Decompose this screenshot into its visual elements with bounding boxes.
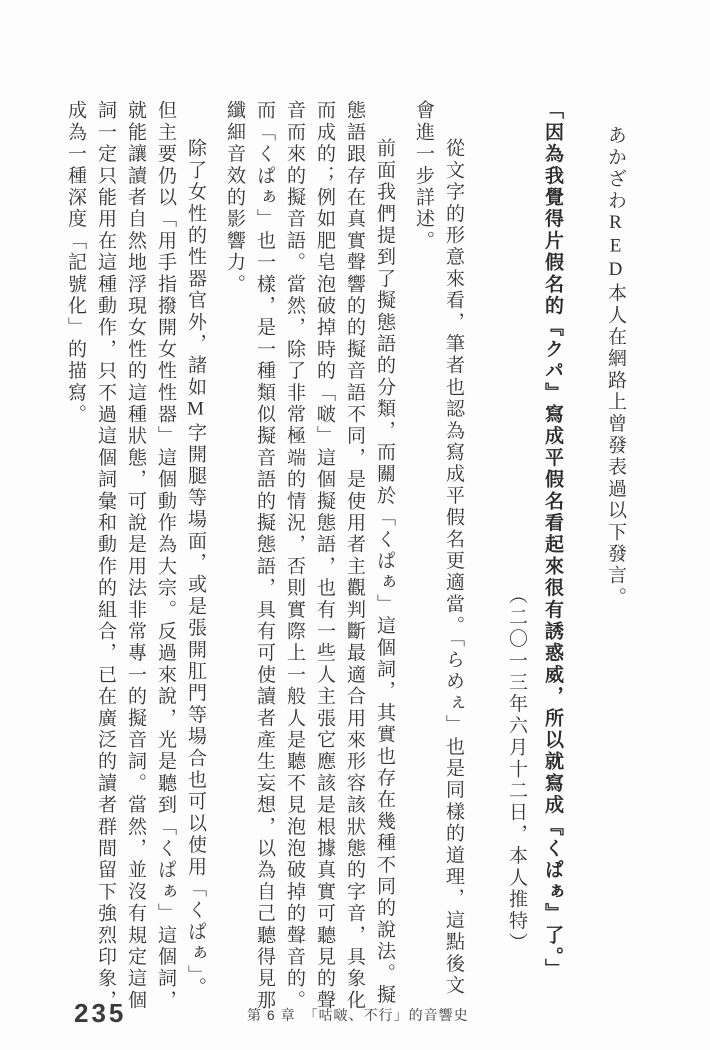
page-text-area [60, 100, 630, 1012]
paragraph-body-1: 從文字的形意來看，筆者也認為寫成平假名更適當。「らめぇ」也是同樣的道理，這點後文會進一步詳述。 [413, 100, 464, 997]
page-number: 235 [74, 998, 127, 1028]
paragraph-quote-attribution: （二〇一三年六月十二日，本人推特） [506, 585, 527, 954]
paragraph-pull-quote: 「因為我覺得片假名的『クパ』寫成平假名看起來很有誘惑威，所以就寫成『くぱぁ』了。」 [542, 100, 563, 981]
paragraph-body-3: 除了女性的性器官外，諸如M字開腿等場面，或是張開肛門等場合也可以使用「くぱぁ」。但主要仍以「用手指撥開女性性器」這個動作為大宗。反過來說，光是聽到「くぱぁ」這個詞，就能讓讀者自然地浮現女性的這種狀態，可說是用法非常專一的擬音詞。當然，並沒有規定這個詞一定只能用在這種動作，只不過這個詞彙和動作的組合，已在廣泛的讀者群間留下強烈印象，成為一種深度「記號化」的描寫。 [65, 100, 206, 1012]
paragraph-body-2: 前面我們提到了擬態語的分類，而關於「くぱぁ」這個詞，其實也存在幾種不同的說法。擬態語跟存在真實聲響的的擬音語不同，是使用者主觀判斷最適合用來形容該狀態的字音，具象化而成的；例如肥皂泡破掉時的「啵」這個擬態語，也有一些人主張它應該是根據真實可聽見的聲音而來的擬音語。當然，除了非常極端的情況，否則實際上一般人是聽不見泡泡破掉的聲音的。而「くぱぁ」也一樣，是一種類似擬音語的擬態語，具有可使讀者產生妄想，以為自己聽得見那纖細音效的影響力。 [224, 100, 395, 1012]
footer-chapter-title: 第 6 章 「咕啵、不行」的音響史 [247, 1007, 469, 1023]
page-footer [0, 998, 710, 1050]
paragraph-intro: あかざわRED本人在網路上曾發表過以下發言。 [605, 124, 626, 609]
